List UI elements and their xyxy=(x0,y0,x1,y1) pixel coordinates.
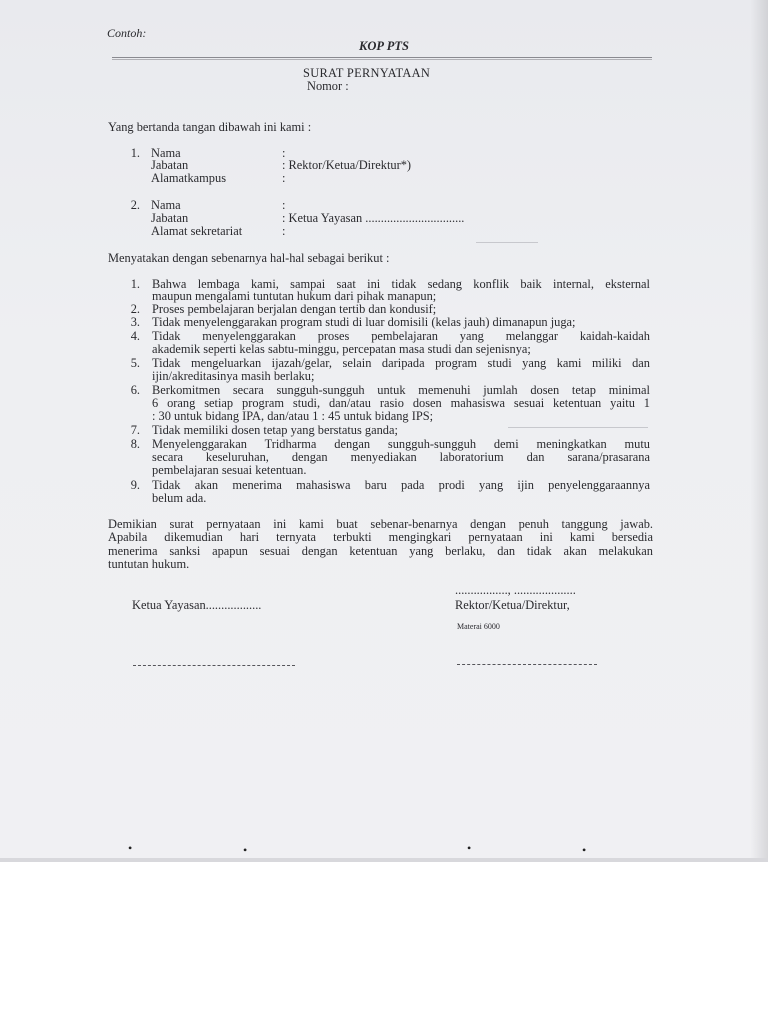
statement-item-line: : 30 untuk bidang IPA, dan/atau 1 : 45 untuk bidang IPS; xyxy=(152,409,434,423)
closing-line: menerima sanksi apapun sesuai dengan ketentuan yang berlaku, dan tidak akan melakukan xyxy=(108,544,653,558)
statement-item-line: pembelajaran sesuai ketentuan. xyxy=(152,463,307,477)
statement-item-line: secara keseluruhan, dengan menyediakan laboratorium dan sarana/prasarana xyxy=(152,450,650,464)
signature-line-left xyxy=(133,665,295,666)
letterhead-divider xyxy=(112,57,652,60)
scan-edge-shadow xyxy=(750,0,768,862)
statement-item-number: 6. xyxy=(130,383,140,397)
statement-item-line: Tidak akan menerima mahasiswa baru pada prodi yang ijin penyelenggaraannya xyxy=(152,478,650,492)
place-date-placeholder: ................., .................... xyxy=(455,583,576,597)
statement-item-line: Bahwa lembaga kami, sampai saat ini tidak sedang konflik baik internal, eksternal xyxy=(152,277,650,291)
statement-item-line: maupun mengalami tuntutan hukum dari pihak manapun; xyxy=(152,289,437,303)
signer-field-value: : Rektor/Ketua/Direktur*) xyxy=(282,158,412,172)
binding-mark: • xyxy=(243,843,248,857)
signer-field-value: : xyxy=(282,146,286,160)
signer-field-value: : xyxy=(282,224,286,238)
signer-field-label: Jabatan xyxy=(151,211,189,225)
statement-item-line: ijin/akreditasinya masih berlaku; xyxy=(152,369,315,383)
contoh-label: Contoh: xyxy=(107,26,147,40)
signer-number: 2. xyxy=(130,198,140,212)
statement-item-line: Berkomitmen secara sungguh-sungguh untuk memenuhi jumlah dosen tetap minimal xyxy=(152,383,650,397)
closing-line: Demikian surat pernyataan ini kami buat sebenar-benarnya dengan penuh tanggung jawab. xyxy=(108,517,653,531)
statement-item-number: 4. xyxy=(130,329,140,343)
statement-item-line: Proses pembelajaran berjalan dengan tertib dan kondusif; xyxy=(152,302,437,316)
statement-intro: Menyatakan dengan sebenarnya hal-hal sebagai berikut : xyxy=(108,251,390,265)
statement-item-number: 8. xyxy=(130,437,140,451)
statement-item-number: 1. xyxy=(130,277,140,291)
letterhead-title: KOP PTS xyxy=(359,39,409,53)
statement-item-line: Menyelenggarakan Tridharma dengan sungguh-sungguh demi meningkatkan mutu xyxy=(152,437,650,451)
closing-line: Apabila dikemudian hari ternyata terbukti mengingkari pernyataan ini kami bersedia xyxy=(108,530,653,544)
scan-bottom-edge xyxy=(0,858,768,862)
statement-item-number: 2. xyxy=(130,302,140,316)
statement-item-line: Tidak menyelenggarakan program studi di luar domisili (kelas jauh) dimanapun juga; xyxy=(152,315,576,329)
signer-field-value: : xyxy=(282,171,286,185)
signer-field-label: Nama xyxy=(151,146,181,160)
intro-text: Yang bertanda tangan dibawah ini kami : xyxy=(108,120,312,134)
statement-item-number: 5. xyxy=(130,356,140,370)
statement-item-number: 7. xyxy=(130,423,140,437)
statement-item-number: 3. xyxy=(130,315,140,329)
closing-line: tuntutan hukum. xyxy=(108,557,190,571)
signer-field-label: Alamat sekretariat xyxy=(151,224,243,238)
signer-number: 1. xyxy=(130,146,140,160)
statement-item-line: 6 orang setiap program studi, dan/atau rasio dosen mahasiswa sesuai ketentuan yaitu 1 xyxy=(152,396,650,410)
document-title: SURAT PERNYATAAN xyxy=(303,66,431,80)
signer-field-label: Jabatan xyxy=(151,158,189,172)
statement-item-line: akademik seperti kelas sabtu-minggu, percepatan masa studi dan sejenisnya; xyxy=(152,342,531,356)
signer-field-label: Alamatkampus xyxy=(151,171,227,185)
signature-line-right xyxy=(457,664,597,665)
statement-item-line: Tidak memiliki dosen tetap yang berstatus ganda; xyxy=(152,423,398,437)
ketua-yayasan-title: Ketua Yayasan.................. xyxy=(132,598,262,612)
rektor-title: Rektor/Ketua/Direktur, xyxy=(455,598,570,612)
scan-smudge xyxy=(508,427,648,428)
signer-field-label: Nama xyxy=(151,198,181,212)
document-number-label: Nomor : xyxy=(307,79,349,93)
statement-item-line: Tidak mengeluarkan ijazah/gelar, selain daripada program studi yang kami miliki dan xyxy=(152,356,650,370)
signer-field-value: : xyxy=(282,198,286,212)
statement-item-line: belum ada. xyxy=(152,491,207,505)
statement-item-number: 9. xyxy=(130,478,140,492)
statement-item-line: Tidak menyelenggarakan proses pembelajaran yang melanggar kaidah-kaidah xyxy=(152,329,650,343)
binding-mark: • xyxy=(467,841,472,855)
scan-smudge xyxy=(476,242,538,243)
binding-mark: • xyxy=(128,841,133,855)
materai-label: Materai 6000 xyxy=(457,622,500,631)
binding-mark: • xyxy=(582,843,587,857)
signer-field-value: : Ketua Yayasan ................................ xyxy=(282,211,465,225)
